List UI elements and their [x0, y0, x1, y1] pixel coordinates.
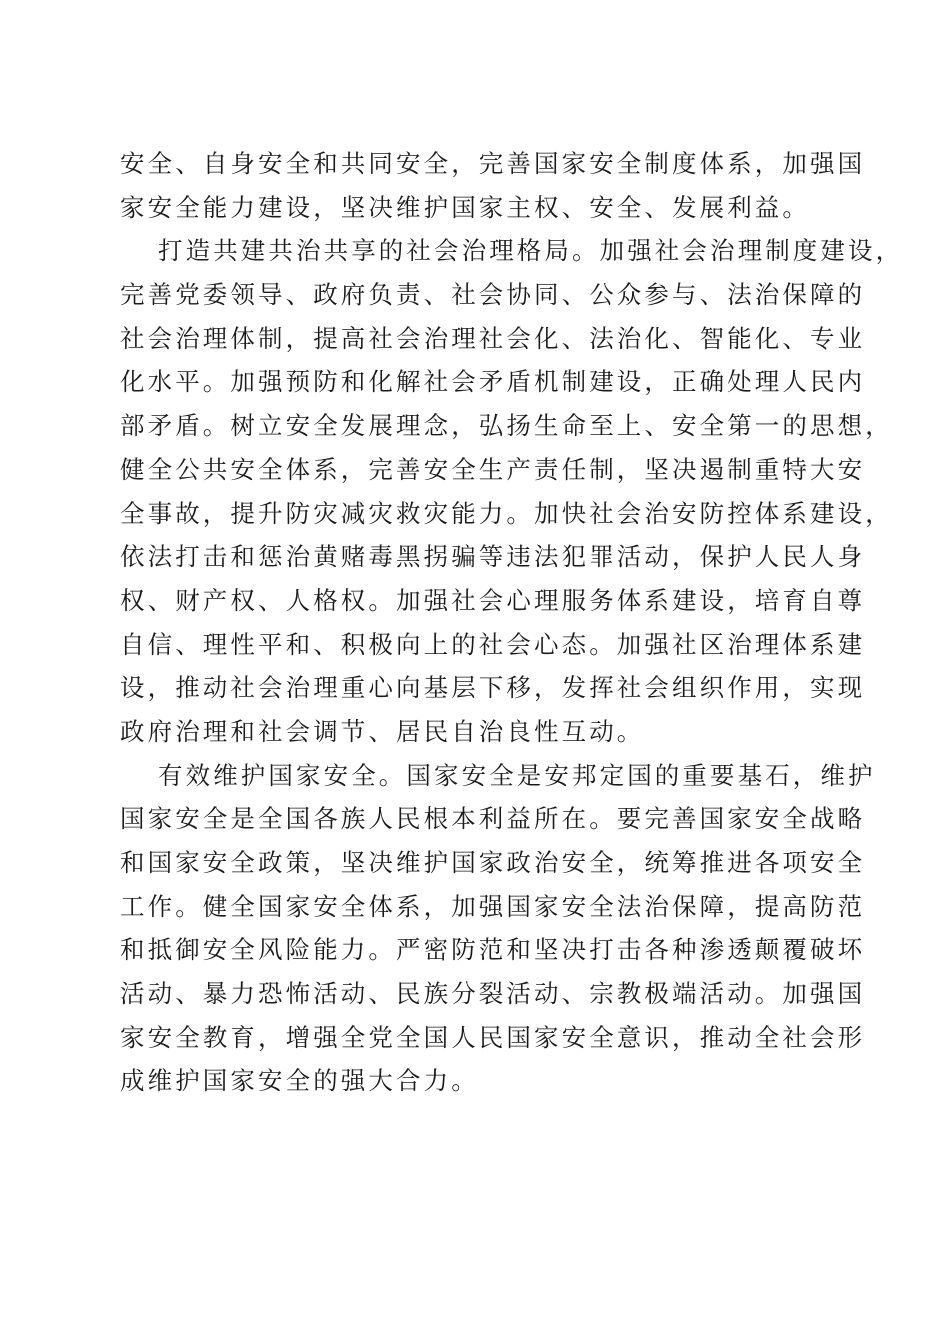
text-line: 全事故，提升防灾减灾救灾能力。加快社会治安防控体系建设， [120, 498, 893, 528]
text-line: 家安全教育，增强全党全国人民国家安全意识，推动全社会形 [120, 1022, 866, 1052]
text-line: 工作。健全国家安全体系，加强国家安全法治保障，提高防范 [120, 891, 866, 921]
text-line: 社会治理体制，提高社会治理社会化、法治化、智能化、专业 [120, 323, 866, 353]
text-line: 权、财产权、人格权。加强社会心理服务体系建设，培育自尊 [120, 585, 866, 615]
paragraph-1 [120, 142, 866, 229]
text-line: 家安全能力建设，坚决维护国家主权、安全、发展利益。 [120, 192, 810, 222]
text-line: 打造共建共治共享的社会治理格局。加强社会治理制度建设， [158, 236, 904, 266]
text-line: 国家安全是全国各族人民根本利益所在。要完善国家安全战略 [120, 804, 866, 834]
text-line: 和国家安全政策，坚决维护国家政治安全，统筹推进各项安全 [120, 848, 866, 877]
text-line: 部矛盾。树立安全发展理念，弘扬生命至上、安全第一的思想， [120, 411, 893, 441]
text-line: 健全公共安全体系，完善安全生产责任制，坚决遏制重特大安 [120, 454, 866, 484]
text-line: 化水平。加强预防和化解社会矛盾机制建设，正确处理人民内 [120, 367, 866, 397]
paragraph-2 [120, 229, 904, 753]
paragraph-3 [120, 754, 876, 1104]
text-line: 安全、自身安全和共同安全，完善国家安全制度体系，加强国 [120, 149, 866, 178]
text-line: 成维护国家安全的强大合力。 [120, 1066, 479, 1096]
text-line: 政府治理和社会调节、居民自治良性互动。 [120, 716, 645, 746]
document-body [120, 142, 904, 1103]
text-line: 设，推动社会治理重心向基层下移，发挥社会组织作用，实现 [120, 673, 866, 703]
text-line: 有效维护国家安全。国家安全是安邦定国的重要基石，维护 [158, 760, 876, 790]
text-line: 依法打击和惩治黄赌毒黑拐骗等违法犯罪活动，保护人民人身 [120, 542, 866, 572]
text-line: 完善党委领导、政府负责、社会协同、公众参与、法治保障的 [120, 280, 866, 310]
text-line: 自信、理性平和、积极向上的社会心态。加强社区治理体系建 [120, 629, 866, 659]
text-line: 和抵御安全风险能力。严密防范和坚决打击各种渗透颠覆破坏 [120, 935, 866, 965]
text-line: 活动、暴力恐怖活动、民族分裂活动、宗教极端活动。加强国 [120, 979, 866, 1009]
